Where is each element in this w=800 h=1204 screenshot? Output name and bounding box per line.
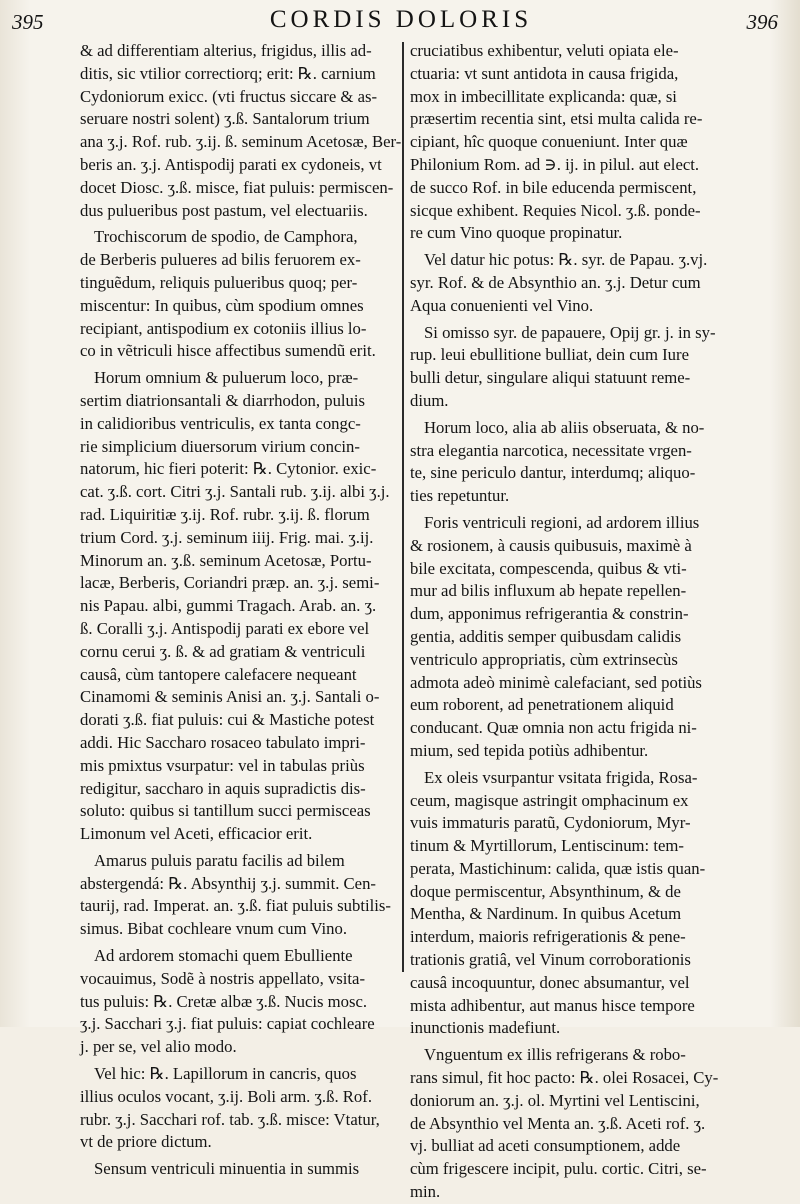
text-line: syr. Rof. & de Absynthio an. ʒ.j. Detur cum	[410, 272, 701, 292]
text-line: Si omisso syr. de papauere, Opij gr. j. in sy-	[424, 322, 716, 342]
text-line: stra elegantia narcotica, necessitate vrgen-	[410, 440, 692, 460]
text-line: soluto: quibus si tantillum succi permisceas	[80, 801, 371, 821]
text-line: Vnguentum ex illis refrigerans & robo-	[424, 1045, 686, 1065]
text-line: Ex oleis vsurpantur vsitata frigida, Rosa-	[424, 767, 698, 787]
paragraph	[410, 417, 726, 508]
text-line: trium Cord. ʒ.j. seminum iiij. Frig. mai. ʒ.ij.	[80, 527, 374, 547]
text-line: Ad ardorem stomachi quem Ebulliente	[94, 946, 353, 966]
text-line: natorum, hic fieri poterit: ℞. Cytonior. exic-	[80, 459, 377, 479]
paragraph	[410, 767, 726, 1041]
text-line: abstergendá: ℞. Absynthij ʒ.j. summit. Cen-	[80, 873, 376, 893]
text-line: mista adhibentur, aut manus hisce tempore	[410, 995, 695, 1015]
text-line: min.	[410, 1182, 441, 1202]
text-line: cornu cerui ʒ. ß. & ad gratiam & ventriculi	[80, 641, 366, 661]
text-line: seruare nostri solent) ʒ.ß. Santalorum trium	[80, 109, 370, 129]
text-line: & ad differentiam alterius, frigidus, illis ad-	[80, 41, 372, 60]
text-line: tus puluis: ℞. Cretæ albæ ʒ.ß. Nucis mosc.	[80, 991, 368, 1011]
text-line: sicque exhibent. Requies Nicol. ʒ.ß. ponde-	[410, 200, 701, 220]
text-line: vuis immaturis paratũ, Cydoniorum, Myr-	[410, 813, 691, 833]
text-line: dum, apponimus refrigerantia & constrin-	[410, 604, 689, 624]
text-line: vt de priore dictum.	[80, 1132, 212, 1152]
text-line: Cinamomi & seminis Anisi an. ʒ.j. Santali o-	[80, 687, 380, 707]
text-line: doque permiscentur, Absynthinum, & de	[410, 881, 681, 901]
text-line: & rosionem, à causis quibusuis, maximè à	[410, 535, 692, 555]
text-line: de succo Rof. in bile educenda permiscent,	[410, 177, 697, 197]
text-line: bile excitata, compescenda, quibus & vti-	[410, 558, 687, 578]
text-line: trationis gratiâ, vel Vinum corroborationis	[410, 950, 691, 970]
text-line: in calidioribus ventriculis, ex tanta congc-	[80, 413, 361, 433]
text-line: ceum, magisque astringit omphacinum ex	[410, 790, 689, 810]
paragraph	[80, 945, 398, 1059]
text-line: mur ad bilis influxum ab hepate repellen-	[410, 581, 687, 601]
text-line: taurij, rad. Imperat. an. ʒ.ß. fiat puluis subtilis-	[80, 896, 391, 916]
text-line: gentia, additis semper quibusdam calidis	[410, 626, 682, 646]
text-line: rans simul, fit hoc pacto: ℞. olei Rosacei, Cy-	[410, 1068, 719, 1088]
text-line: simus. Bibat cochleare vnum cum Vino.	[80, 919, 348, 939]
text-line: præsertim recentia sint, etsi multa calida re-	[410, 109, 703, 129]
text-line: inunctionis madefiunt.	[410, 1018, 561, 1038]
paragraph	[410, 322, 726, 413]
text-line: ties repetuntur.	[410, 486, 510, 506]
text-line: Cydoniorum exicc. (vti fructus siccare & as-	[80, 86, 378, 106]
text-line: perata, Mastichinum: calida, quæ istis quan-	[410, 858, 706, 878]
text-line: conducant. Quæ omnia non actu frigida ni-	[410, 718, 697, 738]
text-line: cipiant, hîc quoque conueniunt. Inter quæ	[410, 132, 688, 152]
text-line: ditis, sic vtilior correctiorq; erit: ℞. carnium	[80, 63, 376, 83]
text-line: vj. bulliat ad aceti consumptionem, adde	[410, 1136, 681, 1156]
page-number-right: 396	[746, 10, 778, 34]
left-text-column	[80, 40, 402, 1179]
text-line: rup. leui ebullitione bulliat, dein cum Iure	[410, 345, 689, 365]
text-line: Trochiscorum de spodio, de Camphora,	[94, 227, 358, 247]
text-line: ventriculo appropriatis, cùm extrinsecùs	[410, 649, 678, 669]
text-line: cat. ʒ.ß. cort. Citri ʒ.j. Santali rub. ʒ.ij. albi ʒ.j.	[80, 482, 390, 502]
text-line: Sensum ventriculi minuentia in summis	[94, 1159, 360, 1179]
text-line: rubr. ʒ.j. Sacchari rof. tab. ʒ.ß. misce: Vtatur,	[80, 1109, 380, 1129]
text-line: tinum & Myrtillorum, Lentiscinum: tem-	[410, 836, 684, 856]
text-line: Minorum an. ʒ.ß. seminum Acetosæ, Portu-	[80, 550, 372, 570]
text-line: Amarus puluis paratu facilis ad bilem	[94, 850, 345, 870]
text-line: Horum omnium & puluerum loco, præ-	[94, 368, 359, 388]
text-line: cùm frigescere incipit, pulu. cortic. Citri, se-	[410, 1159, 707, 1179]
text-line: ana ʒ.j. Rof. rub. ʒ.ij. ß. seminum Acetosæ, Ber-	[80, 132, 402, 152]
text-line: interdum, maioris refrigerationis & pene-	[410, 927, 686, 947]
page-number-left: 395	[12, 10, 44, 34]
paragraph	[80, 1158, 398, 1181]
text-line: Philonium Rom. ad ∋. ij. in pilul. aut elect.	[410, 154, 700, 174]
text-line: vocauimus, Sodẽ à nostris appellato, vsita-	[80, 968, 366, 988]
text-line: re cum Vino quoque propinatur.	[410, 223, 623, 243]
page-header	[12, 6, 790, 40]
text-line: j. per se, vel alio modo.	[80, 1037, 237, 1057]
text-line: tinguẽdum, reliquis pulueribus quoq; per-	[80, 272, 358, 292]
text-line: co in vẽtriculi hisce affectibus sumendũ erit.	[80, 341, 376, 361]
text-line: lacæ, Berberis, Coriandri præp. an. ʒ.j. semi-	[80, 573, 380, 593]
text-line: bulli detur, singulare aliqui statuunt reme-	[410, 368, 691, 388]
text-line: te, sine periculo dantur, interdumq; aliquo-	[410, 463, 696, 483]
text-line: Aqua conuenienti vel Vino.	[410, 295, 594, 315]
paragraph	[80, 850, 398, 941]
text-line: illius oculos vocant, ʒ.ij. Boli arm. ʒ.ß. Rof.	[80, 1086, 372, 1106]
text-line: sertim diatrionsantali & diarrhodon, puluis	[80, 390, 366, 410]
text-line: dus pulueribus post pastum, vel electuariis.	[80, 200, 368, 220]
paragraph	[410, 512, 726, 763]
text-line: causâ, cùm tantopere calefacere nequeant	[80, 664, 357, 684]
paragraph	[80, 1063, 398, 1154]
text-line: Vel hic: ℞. Lapillorum in cancris, quos	[94, 1064, 357, 1084]
paragraph	[410, 1044, 726, 1204]
text-line: Vel datur hic potus: ℞. syr. de Papau. ʒ.vj.	[424, 250, 708, 270]
running-title: CORDIS DOLORIS	[269, 6, 533, 33]
text-line: nis Papau. albi, gummi Tragach. Arab. an. ʒ.	[80, 596, 377, 616]
text-line: rie simplicium diuersorum virium concin-	[80, 436, 360, 456]
text-line: beris an. ʒ.j. Antispodij parati ex cydoneis, vt	[80, 154, 382, 174]
text-line: dium.	[410, 390, 449, 410]
text-line: cruciatibus exhibentur, veluti opiata ele-	[410, 41, 679, 60]
text-line: Limonum vel Aceti, efficacior erit.	[80, 824, 313, 844]
text-line: ß. Coralli ʒ.j. Antispodij parati ex ebore vel	[80, 618, 370, 638]
text-line: de Absynthio vel Menta an. ʒ.ß. Aceti rof. ʒ.	[410, 1113, 706, 1133]
column-rule	[402, 42, 404, 972]
text-line: recipiant, antispodium ex cotoniis illius lo-	[80, 318, 367, 338]
paragraph	[410, 40, 726, 245]
text-line: de Berberis pulueres ad bilis feruorem ex-	[80, 250, 361, 270]
text-line: mox in imbecillitate explicanda: quæ, si	[410, 86, 677, 106]
text-line: rad. Liquiritiæ ʒ.ij. Rof. rubr. ʒ.ij. ß. florum	[80, 504, 370, 524]
text-line: miscentur: In quibus, cùm spodium omnes	[80, 295, 364, 315]
paragraph	[80, 40, 402, 222]
text-line: doniorum an. ʒ.j. ol. Myrtini vel Lentiscini,	[410, 1090, 700, 1110]
text-line: eum roborent, ad penetrationem aliquid	[410, 695, 674, 715]
text-line: addi. Hic Saccharo rosaceo tabulato impri-	[80, 732, 366, 752]
paragraph	[410, 249, 726, 317]
text-line: redigitur, saccharo in aquis supradictis dis-	[80, 778, 366, 798]
text-line: causâ incoquuntur, donec absumantur, vel	[410, 972, 690, 992]
right-text-column	[410, 40, 726, 1202]
text-line: Horum loco, alia ab aliis obseruata, & no-	[424, 417, 705, 437]
text-line: Mentha, & Nardinum. In quibus Acetum	[410, 904, 682, 924]
text-line: Foris ventriculi regioni, ad ardorem illius	[424, 512, 700, 532]
text-line: ʒ.j. Sacchari ʒ.j. fiat puluis: capiat cochleare	[80, 1014, 375, 1034]
paragraph	[80, 367, 398, 846]
text-line: docet Diosc. ʒ.ß. misce, fiat puluis: permiscen-	[80, 177, 394, 197]
text-line: dorati ʒ.ß. fiat puluis: cui & Mastiche potest	[80, 710, 375, 730]
text-line: admota adeò minimè calefaciant, sed potiùs	[410, 672, 702, 692]
text-line: mium, sed tepida potiùs adhibentur.	[410, 740, 649, 760]
text-line: ctuaria: vt sunt antidota in causa frigida,	[410, 63, 679, 83]
text-line: mis pmixtus vsurpatur: vel in tabulas priùs	[80, 755, 365, 775]
paragraph	[80, 226, 398, 363]
